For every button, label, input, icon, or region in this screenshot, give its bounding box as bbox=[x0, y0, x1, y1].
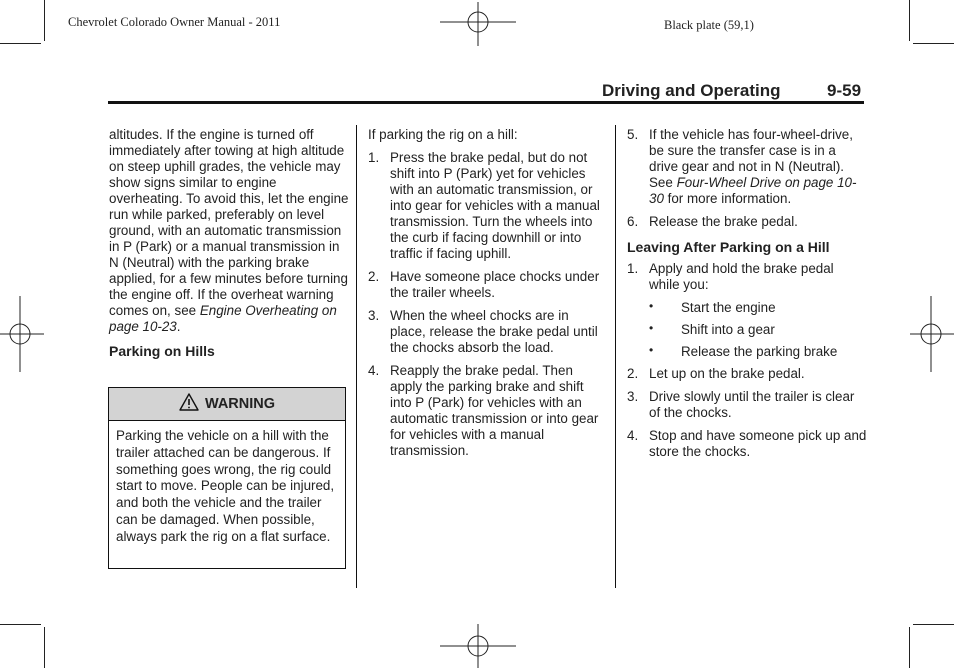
registration-mark-top-icon bbox=[440, 2, 516, 46]
bullet-icon: • bbox=[649, 321, 654, 335]
step-text-end: for more information. bbox=[667, 191, 792, 206]
bullet-item bbox=[649, 322, 867, 338]
bullet-text: Release the parking brake bbox=[681, 344, 838, 359]
crop-mark bbox=[0, 624, 41, 625]
column-1 bbox=[109, 127, 349, 359]
registration-mark-left-icon bbox=[0, 296, 44, 372]
step-number: 3. bbox=[627, 389, 639, 404]
warning-box bbox=[108, 387, 346, 569]
bullet-item bbox=[649, 344, 867, 360]
page-number: 9-59 bbox=[827, 81, 862, 100]
crop-mark bbox=[44, 0, 45, 41]
column-divider bbox=[615, 125, 616, 588]
list-item bbox=[627, 261, 867, 293]
engine-overheating-link[interactable]: Engine Overheating on page 10-23 bbox=[109, 303, 337, 334]
column-2-lead: If parking the rig on a hill: bbox=[368, 127, 518, 142]
list-item bbox=[627, 389, 867, 421]
column-2 bbox=[368, 127, 604, 466]
warning-text: Parking the vehicle on a hill with the trailer attached can be dangerous. If something goes wrong, the rig could start to move. People can be injured, and both the vehicle and the trailer can be damaged. When possible, always park the rig on a flat surface. bbox=[116, 428, 335, 544]
registration-mark-bottom-icon bbox=[440, 624, 516, 668]
step-number: 1. bbox=[368, 150, 380, 165]
crop-mark bbox=[913, 43, 954, 44]
leaving-steps-list bbox=[627, 261, 867, 460]
step-text: Reapply the brake pedal. Then apply the parking brake and shift into P (Park) for vehicles with an automatic transmission or into gear for vehicles with a manual transmission. bbox=[390, 363, 599, 458]
step-number: 1. bbox=[627, 261, 639, 276]
step-text: Stop and have someone pick up and store the chocks. bbox=[649, 428, 867, 459]
step-text: Drive slowly until the trailer is clear of the chocks. bbox=[649, 389, 855, 420]
step-number: 2. bbox=[368, 269, 380, 284]
step-number: 4. bbox=[627, 428, 639, 443]
manual-title: Chevrolet Colorado Owner Manual - 2011 bbox=[68, 15, 281, 29]
warning-header bbox=[109, 388, 345, 421]
step-text: When the wheel chocks are in place, release the brake pedal until the chocks absorb the load. bbox=[390, 308, 598, 355]
step-text: Press the brake pedal, but do not shift into P (Park) yet for vehicles with an automatic transmission, or into gear for vehicles with a manual transmission. Turn the wheels into the curb if facing downhill or into traffic if facing uphill. bbox=[390, 150, 600, 261]
continued-steps-list bbox=[627, 127, 867, 230]
list-item bbox=[368, 363, 604, 459]
bullet-item bbox=[649, 300, 867, 316]
crop-mark bbox=[0, 43, 41, 44]
step-text: Have someone place chocks under the trailer wheels. bbox=[390, 269, 600, 300]
parking-on-hills-heading: Parking on Hills bbox=[109, 343, 215, 359]
list-item bbox=[368, 308, 604, 356]
step-number: 2. bbox=[627, 366, 639, 381]
warning-triangle-icon bbox=[179, 393, 199, 411]
bullet-text: Start the engine bbox=[681, 300, 776, 315]
crop-mark bbox=[44, 627, 45, 668]
crop-mark bbox=[909, 627, 910, 668]
parking-steps-list bbox=[368, 150, 604, 459]
intro-end: . bbox=[176, 319, 181, 334]
intro-paragraph bbox=[109, 127, 349, 335]
step-text: Apply and hold the brake pedal while you: bbox=[649, 261, 834, 292]
list-item bbox=[627, 127, 867, 207]
warning-title: WARNING bbox=[204, 396, 276, 412]
list-item bbox=[627, 428, 867, 460]
list-item bbox=[627, 366, 867, 382]
plate-label: Black plate (59,1) bbox=[664, 18, 754, 32]
intro-text: altitudes. If the engine is turned off immediately after towing at high altitude on steep uphill grades, the vehicle may show signs similar to engine overheating. To avoid this, let the engine run while parked, preferably on level ground, with an automatic transmission in P (Park) or a manual transmission in N (Neutral) with the parking brake applied, for a few minutes before turning the engine off. If the overheat warning comes on, see bbox=[109, 127, 349, 318]
list-item bbox=[627, 214, 867, 230]
crop-mark bbox=[909, 0, 910, 41]
step-text: If the vehicle has four-wheel-drive, be sure the transfer case is in a drive gear and not in N (Neutral). See bbox=[649, 127, 853, 190]
step-number: 5. bbox=[627, 127, 639, 142]
leaving-after-parking-heading: Leaving After Parking on a Hill bbox=[627, 239, 830, 255]
bullet-list bbox=[627, 300, 867, 360]
bullet-icon: • bbox=[649, 343, 654, 357]
crop-mark bbox=[913, 624, 954, 625]
list-item bbox=[368, 150, 604, 262]
header-rule bbox=[108, 101, 864, 104]
four-wheel-drive-link[interactable]: Four-Wheel Drive on page 10-30 bbox=[649, 175, 857, 206]
bullet-text: Shift into a gear bbox=[681, 322, 775, 337]
step-text: Release the brake pedal. bbox=[649, 214, 798, 229]
step-number: 4. bbox=[368, 363, 380, 378]
step-text: Let up on the brake pedal. bbox=[649, 366, 805, 381]
section-title: Driving and Operating bbox=[602, 81, 781, 100]
step-number: 6. bbox=[627, 214, 639, 229]
bullet-icon: • bbox=[649, 299, 654, 313]
list-item bbox=[368, 269, 604, 301]
step-number: 3. bbox=[368, 308, 380, 323]
column-divider bbox=[356, 125, 357, 588]
column-3 bbox=[627, 127, 867, 467]
registration-mark-right-icon bbox=[910, 296, 954, 372]
